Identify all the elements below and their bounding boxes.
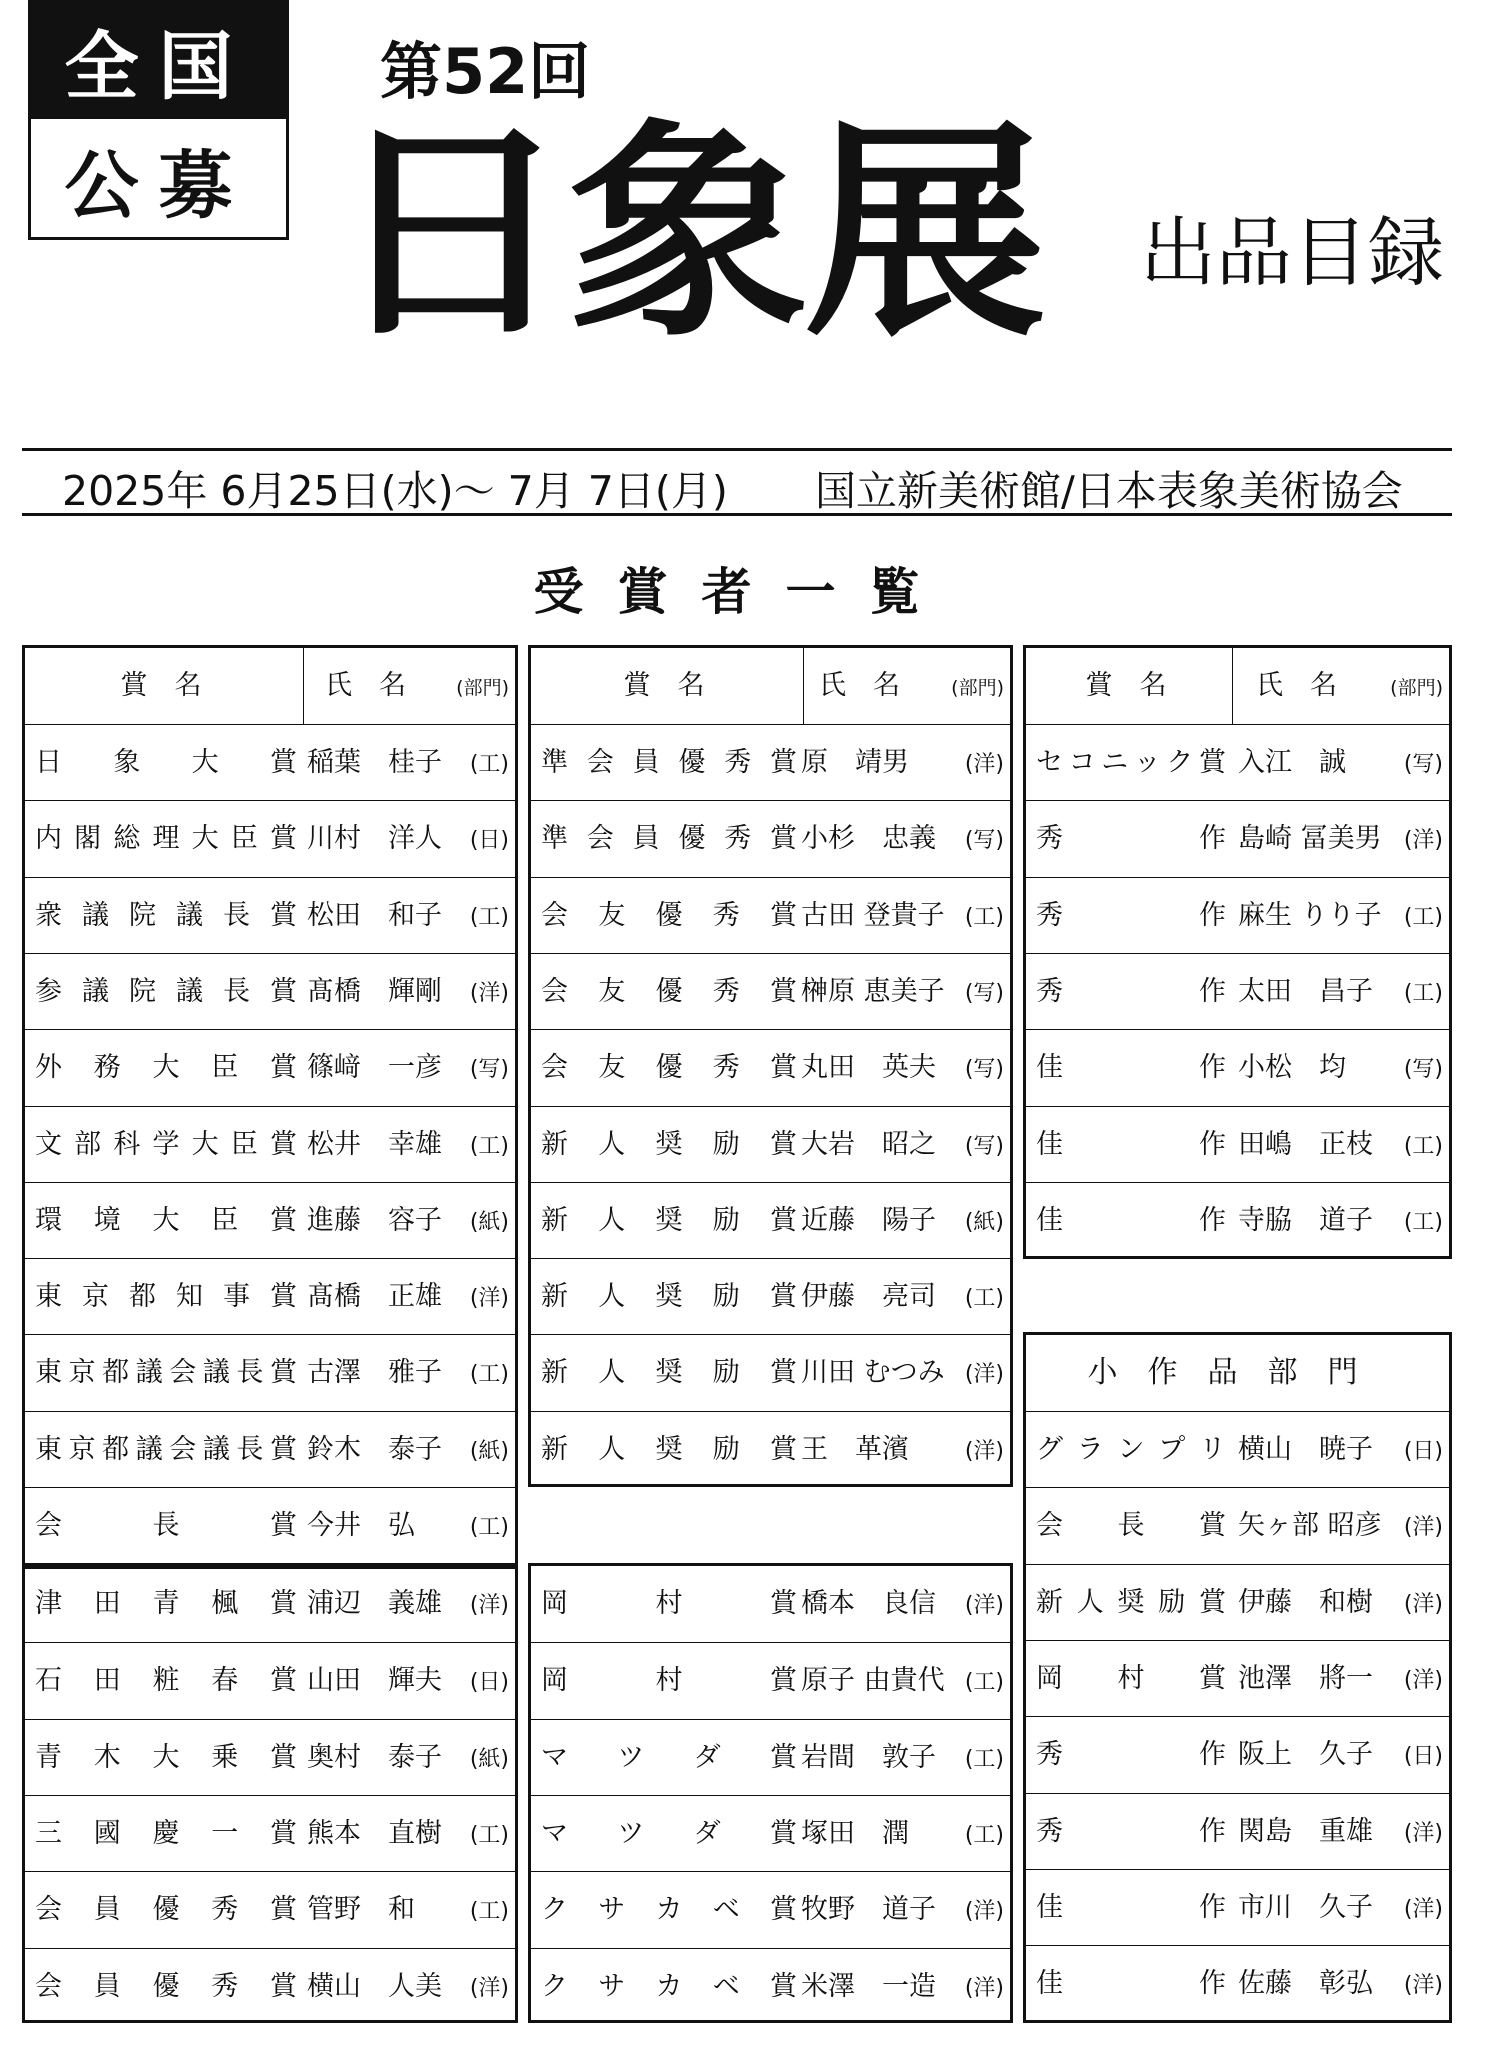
award-row (1026, 1869, 1449, 1945)
recipient-name: 太田 昌子 (1238, 975, 1373, 1007)
award-row (25, 1334, 515, 1410)
department: (日) (469, 828, 509, 854)
award-name: 会 員 優 秀 賞 (35, 1970, 297, 2002)
department: (洋) (964, 1975, 1004, 2001)
recipient-name: 塚田 潤 (801, 1817, 909, 1849)
recipient-name: 松田 和子 (307, 899, 442, 931)
award-row (1026, 1182, 1449, 1258)
recipient-name: 阪上 久子 (1238, 1739, 1373, 1771)
recipient-name: 王 革濱 (801, 1433, 909, 1465)
recipient-name: 近藤 陽子 (801, 1204, 936, 1236)
award-name: 津 田 青 楓 賞 (35, 1588, 297, 1619)
recipient-name: 管野 和 (307, 1894, 415, 1926)
award-name: 外 務 大 臣 賞 (35, 1052, 297, 1084)
award-name: 衆 議 院 議 長 賞 (35, 899, 297, 931)
award-row (531, 1948, 1010, 2024)
award-row (25, 1948, 515, 2024)
recipient-name: 大岩 昭之 (801, 1128, 936, 1160)
recipient-name: 髙橋 正雄 (307, 1281, 442, 1313)
department: (洋) (1403, 1896, 1443, 1922)
award-row (25, 800, 515, 876)
catalog-label: 出品目録 (1140, 208, 1444, 297)
header-award: 賞 名 (623, 670, 705, 701)
award-name: 会 員 優 秀 賞 (35, 1894, 297, 1926)
department: (日) (469, 1670, 509, 1696)
recipient-name: 丸田 英夫 (801, 1052, 936, 1084)
award-name: マ ツ ダ 賞 (541, 1817, 797, 1849)
award-row (25, 1258, 515, 1334)
award-row (25, 1871, 515, 1947)
department: (写) (964, 828, 1004, 854)
award-name: 佳 作 (1036, 1128, 1226, 1160)
award-row (25, 1566, 515, 1642)
recipient-name: 松井 幸雄 (307, 1128, 442, 1160)
award-row (1026, 1564, 1449, 1640)
department: (工) (1403, 1209, 1443, 1235)
department: (洋) (964, 1362, 1004, 1388)
award-row (1026, 724, 1449, 800)
department: (洋) (469, 1975, 509, 2001)
recipient-name: 古田 登貴子 (801, 899, 945, 931)
award-row (531, 1334, 1010, 1410)
badge-national: 全国 (31, 3, 286, 119)
header-name: 氏 名 (325, 670, 406, 701)
award-list-heading: 受賞者一覧 (533, 563, 954, 621)
department: (紙) (469, 1209, 509, 1235)
award-row (531, 1029, 1010, 1105)
department: (工) (964, 1822, 1004, 1848)
recipient-name: 佐藤 彰弘 (1238, 1968, 1373, 2000)
award-name: 東 京 都 議 会 議 長 賞 (35, 1357, 297, 1389)
recipient-name: 横山 人美 (307, 1970, 442, 2002)
award-name: 環 境 大 臣 賞 (35, 1204, 297, 1236)
department: (紙) (469, 1746, 509, 1772)
award-name: 三 國 慶 一 賞 (35, 1817, 297, 1849)
award-row (531, 877, 1010, 953)
award-name: 内 閣 総 理 大 臣 賞 (35, 823, 297, 855)
department: (工) (469, 1362, 509, 1388)
award-row (1026, 1945, 1449, 2021)
award-name: 佳 作 (1036, 1204, 1226, 1236)
department: (写) (469, 1057, 509, 1083)
award-name: 準 会 員 優 秀 賞 (541, 747, 797, 778)
department: (洋) (964, 1899, 1004, 1925)
department: (紙) (469, 1438, 509, 1464)
recipient-name: 橋本 良信 (801, 1588, 936, 1619)
recipient-name: 牧野 道子 (801, 1894, 936, 1926)
department: (洋) (964, 1438, 1004, 1464)
award-row (531, 1719, 1010, 1795)
award-row (25, 1642, 515, 1718)
award-name: 文 部 科 学 大 臣 賞 (35, 1128, 297, 1160)
award-row (1026, 1640, 1449, 1716)
bottom-rule (22, 513, 1452, 516)
header-dept: (部門) (951, 677, 1004, 699)
award-row (1026, 800, 1449, 876)
recipient-name: 浦辺 義雄 (307, 1588, 442, 1619)
award-name: 会 長 賞 (1036, 1510, 1226, 1542)
award-row (531, 953, 1010, 1029)
recipient-name: 髙橋 輝剛 (307, 975, 442, 1007)
table-header-row (25, 648, 515, 724)
department: (洋) (469, 1593, 509, 1618)
award-row (531, 1795, 1010, 1871)
award-row (1026, 1029, 1449, 1105)
recipient-name: 麻生 りり子 (1238, 899, 1382, 931)
award-row (25, 1795, 515, 1871)
award-row (1026, 1716, 1449, 1792)
award-name: 会 友 優 秀 賞 (541, 1052, 797, 1084)
award-row (1026, 1793, 1449, 1869)
top-rule (22, 448, 1452, 451)
award-name: 参 議 院 議 長 賞 (35, 975, 297, 1007)
recipient-name: 小松 均 (1238, 1052, 1346, 1084)
award-name: 佳 作 (1036, 1052, 1226, 1084)
department: (洋) (964, 1593, 1004, 1618)
award-name: ク サ カ ベ 賞 (541, 1894, 797, 1926)
award-row (1026, 953, 1449, 1029)
department: (工) (1403, 1133, 1443, 1159)
department: (写) (1403, 1057, 1443, 1083)
recipient-name: 寺脇 道子 (1238, 1204, 1373, 1236)
award-row (531, 1258, 1010, 1334)
department: (工) (964, 904, 1004, 930)
award-name: 準 会 員 優 秀 賞 (541, 823, 797, 855)
department: (工) (469, 1899, 509, 1925)
award-name: 東 京 都 知 事 賞 (35, 1281, 297, 1313)
header-dept: (部門) (1390, 677, 1443, 699)
recipient-name: 関島 重雄 (1238, 1815, 1373, 1847)
recipient-name: 矢ヶ部 昭彦 (1238, 1510, 1382, 1542)
award-row (25, 877, 515, 953)
award-row (531, 1642, 1010, 1718)
department: (工) (1403, 980, 1443, 1006)
award-name: 会 長 賞 (35, 1510, 297, 1541)
recipient-name: 進藤 容子 (307, 1204, 442, 1236)
recipient-name: 熊本 直樹 (307, 1817, 442, 1849)
award-name: 岡 村 賞 (541, 1588, 797, 1619)
award-row (25, 1029, 515, 1105)
header-divider (303, 648, 304, 724)
award-name: 日 象 大 賞 (35, 747, 297, 778)
award-row (25, 1182, 515, 1258)
department: (工) (964, 1670, 1004, 1696)
award-name: 佳 作 (1036, 1968, 1226, 2000)
header-name: 氏 名 (819, 670, 900, 701)
event-dates: 2025年 6月25日(水)〜 7月 7日(月) (62, 467, 728, 515)
recipient-name: 池澤 將一 (1238, 1662, 1373, 1694)
edition-label: 第52回 (380, 35, 591, 108)
award-table-col3-main (1023, 645, 1452, 1259)
award-name: 新 人 奨 励 賞 (1036, 1586, 1226, 1618)
exhibition-title: 日象展 (330, 98, 1042, 368)
recipient-name: 原 靖男 (801, 747, 909, 778)
recipient-name: 横山 暁子 (1238, 1434, 1373, 1465)
header-award: 賞 名 (120, 670, 202, 701)
award-name: 青 木 大 乗 賞 (35, 1741, 297, 1773)
department: (洋) (964, 752, 1004, 777)
award-table-col1-main (22, 645, 518, 1569)
recipient-name: 篠﨑 一彦 (307, 1052, 442, 1084)
recipient-name: 川村 洋人 (307, 823, 442, 855)
department: (工) (964, 1746, 1004, 1772)
small-works-table (1023, 1332, 1452, 2023)
department: (写) (964, 1133, 1004, 1159)
department: (日) (1403, 1744, 1443, 1770)
award-row (25, 953, 515, 1029)
department: (工) (964, 1286, 1004, 1312)
department: (工) (469, 1133, 509, 1159)
department: (写) (1403, 752, 1443, 777)
department: (洋) (469, 1286, 509, 1312)
department: (写) (964, 980, 1004, 1006)
recipient-name: 原子 由貴代 (801, 1665, 945, 1697)
award-name: 会 友 優 秀 賞 (541, 975, 797, 1007)
award-name: 岡 村 賞 (541, 1665, 797, 1697)
award-name: 東 京 都 議 会 議 長 賞 (35, 1433, 297, 1465)
recipient-name: 島崎 冨美男 (1238, 823, 1382, 855)
department: (工) (469, 752, 509, 777)
award-row (25, 724, 515, 800)
award-name: 秀 作 (1036, 1815, 1226, 1847)
table-header-row (531, 648, 1010, 724)
award-name: 秀 作 (1036, 1739, 1226, 1771)
recipient-name: 川田 むつみ (801, 1357, 945, 1389)
award-name: 新 人 奨 励 賞 (541, 1357, 797, 1389)
department: (洋) (1403, 1515, 1443, 1541)
award-row (531, 1871, 1010, 1947)
event-venue: 国立新美術館/日本表象美術協会 (815, 467, 1403, 515)
recipient-name: 榊原 恵美子 (801, 975, 945, 1007)
recipient-name: 今井 弘 (307, 1510, 415, 1541)
award-name: セ コ ニ ッ ク 賞 (1036, 747, 1226, 778)
department: (写) (964, 1057, 1004, 1083)
award-name: マ ツ ダ 賞 (541, 1741, 797, 1773)
department: (工) (1403, 904, 1443, 930)
recipient-name: 田嶋 正枝 (1238, 1128, 1373, 1160)
award-name: 新 人 奨 励 賞 (541, 1433, 797, 1465)
recipient-name: 伊藤 和樹 (1238, 1586, 1373, 1618)
award-name: 秀 作 (1036, 975, 1226, 1007)
recipient-name: 伊藤 亮司 (801, 1281, 936, 1313)
award-row (1026, 1106, 1449, 1182)
award-table-col2-main (528, 645, 1013, 1487)
award-row (531, 800, 1010, 876)
award-name: 岡 村 賞 (1036, 1662, 1226, 1694)
table-header-row (1026, 648, 1449, 724)
award-name: ク サ カ ベ 賞 (541, 1970, 797, 2002)
department: (日) (1403, 1439, 1443, 1464)
award-row (1026, 1411, 1449, 1487)
header-divider (1232, 648, 1233, 724)
award-row (1026, 877, 1449, 953)
award-row (531, 1182, 1010, 1258)
award-row (25, 1487, 515, 1563)
award-row (531, 724, 1010, 800)
department: (工) (469, 1822, 509, 1848)
recipient-name: 稲葉 桂子 (307, 747, 442, 778)
award-name: 佳 作 (1036, 1891, 1226, 1923)
award-row (25, 1411, 515, 1487)
department: (洋) (1403, 828, 1443, 854)
recipient-name: 奥村 泰子 (307, 1741, 442, 1773)
header-name: 氏 名 (1256, 670, 1337, 701)
recipient-name: 米澤 一造 (801, 1970, 936, 2002)
recipient-name: 山田 輝夫 (307, 1665, 442, 1697)
department: (洋) (1403, 1591, 1443, 1617)
award-name: 新 人 奨 励 賞 (541, 1204, 797, 1236)
department: (洋) (469, 980, 509, 1006)
award-row (531, 1106, 1010, 1182)
department: (洋) (1403, 1820, 1443, 1846)
award-row (25, 1106, 515, 1182)
award-name: 秀 作 (1036, 823, 1226, 855)
award-name: 新 人 奨 励 賞 (541, 1281, 797, 1313)
small-works-title: 小作品部門 (1087, 1355, 1388, 1390)
award-table-col2-special (528, 1563, 1013, 2023)
award-name: 石 田 粧 春 賞 (35, 1665, 297, 1697)
recipient-name: 岩間 敦子 (801, 1741, 936, 1773)
recipient-name: 古澤 雅子 (307, 1357, 442, 1389)
department: (工) (469, 1515, 509, 1540)
header-award: 賞 名 (1085, 670, 1167, 701)
award-row (25, 1719, 515, 1795)
department: (紙) (964, 1209, 1004, 1235)
award-name: グ ラ ン プ リ (1036, 1434, 1226, 1465)
award-name: 秀 作 (1036, 899, 1226, 931)
badge-open-call: 公募 (64, 142, 253, 229)
award-row (531, 1566, 1010, 1642)
award-name: 新 人 奨 励 賞 (541, 1128, 797, 1160)
department: (洋) (1403, 1973, 1443, 1999)
recipient-name: 市川 久子 (1238, 1891, 1373, 1923)
award-name: 会 友 優 秀 賞 (541, 899, 797, 931)
award-row (531, 1411, 1010, 1487)
award-table-col1-special (22, 1563, 518, 2023)
recipient-name: 鈴木 泰子 (307, 1433, 442, 1465)
department: (工) (469, 904, 509, 930)
recipient-name: 小杉 忠義 (801, 823, 936, 855)
award-row (1026, 1487, 1449, 1563)
open-call-badge (28, 0, 289, 240)
header-dept: (部門) (456, 677, 509, 699)
header-divider (803, 648, 804, 724)
recipient-name: 入江 誠 (1238, 747, 1346, 778)
department: (洋) (1403, 1667, 1443, 1693)
